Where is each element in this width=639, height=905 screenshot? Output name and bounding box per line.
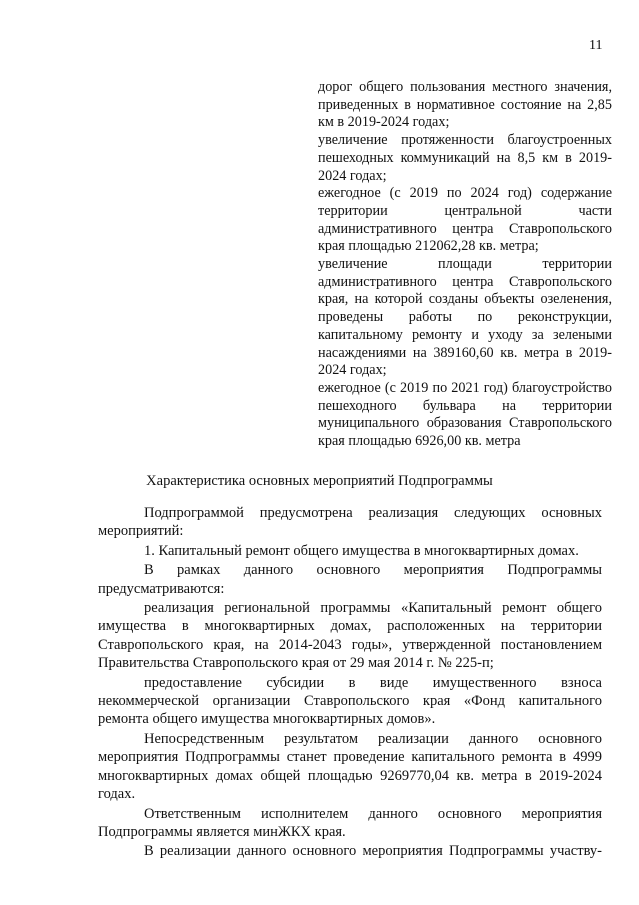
body-paragraph: Подпрограммой предусмотрена реализация следующих основных мероприятий:	[98, 505, 602, 540]
indicators-column	[318, 79, 612, 451]
indicator-item: ежегодное (с 2019 по 2021 год) благоустройство пешеходного бульвара на территории муниципального образования Ставропольского края площадью 6926,00 кв. метра	[318, 379, 612, 450]
body-paragraph: предоставление субсидии в виде имущественного взноса некоммерческой организации Ставропольского края «Фонд капитального ремонта общего имущества многоквартирных домов».	[98, 674, 602, 728]
page-number: 11	[589, 38, 603, 53]
body-paragraph: реализация региональной программы «Капитальный ремонт общего имущества в многоквартирных домах, расположенных на территории Ставропольского края, на 2014-2043 годы», утвержденной постановлением Правительства Ставропольского края от 29 мая 2014 г. № 225-п;	[98, 600, 602, 672]
body-paragraph: Непосредственным результатом реализации данного основного мероприятия Подпрограммы станет проведение капитального ремонта в 4999 многоквартирных домах общей площадью 9269770,04 кв. метра в 2019-2024 годах.	[98, 730, 602, 803]
body-paragraph: В рамках данного основного мероприятия Подпрограммы предусматриваются:	[98, 562, 602, 597]
body-paragraph: В реализации данного основного мероприятия Подпрограммы участву-	[144, 843, 602, 860]
indicator-item: ежегодное (с 2019 по 2024 год) содержание территории центральной части административного центра Ставропольского края площадью 212062,28 кв. метра;	[318, 185, 612, 255]
body-paragraph: Ответственным исполнителем данного основного мероприятия Подпрограммы является минЖКХ края.	[98, 805, 602, 840]
indicator-item: увеличение протяженности благоустроенных пешеходных коммуникаций на 8,5 км в 2019-2024 годах;	[318, 132, 612, 184]
body-paragraph: 1. Капитальный ремонт общего имущества в многоквартирных домах.	[144, 542, 579, 559]
indicator-item: дорог общего пользования местного значения, приведенных в нормативное состояние на 2,85 км в 2019-2024 годах;	[318, 79, 612, 131]
section-heading: Характеристика основных мероприятий Подпрограммы	[146, 473, 493, 489]
indicator-item: увеличение площади территории административного центра Ставропольского края, на которой созданы объекты озеленения, проведены работы по реконструкции, капитальному ремонту и уходу за зелеными насаждениями на 389160,60 кв. метра в 2019-2024 годах;	[318, 256, 612, 379]
main-body	[98, 504, 602, 862]
